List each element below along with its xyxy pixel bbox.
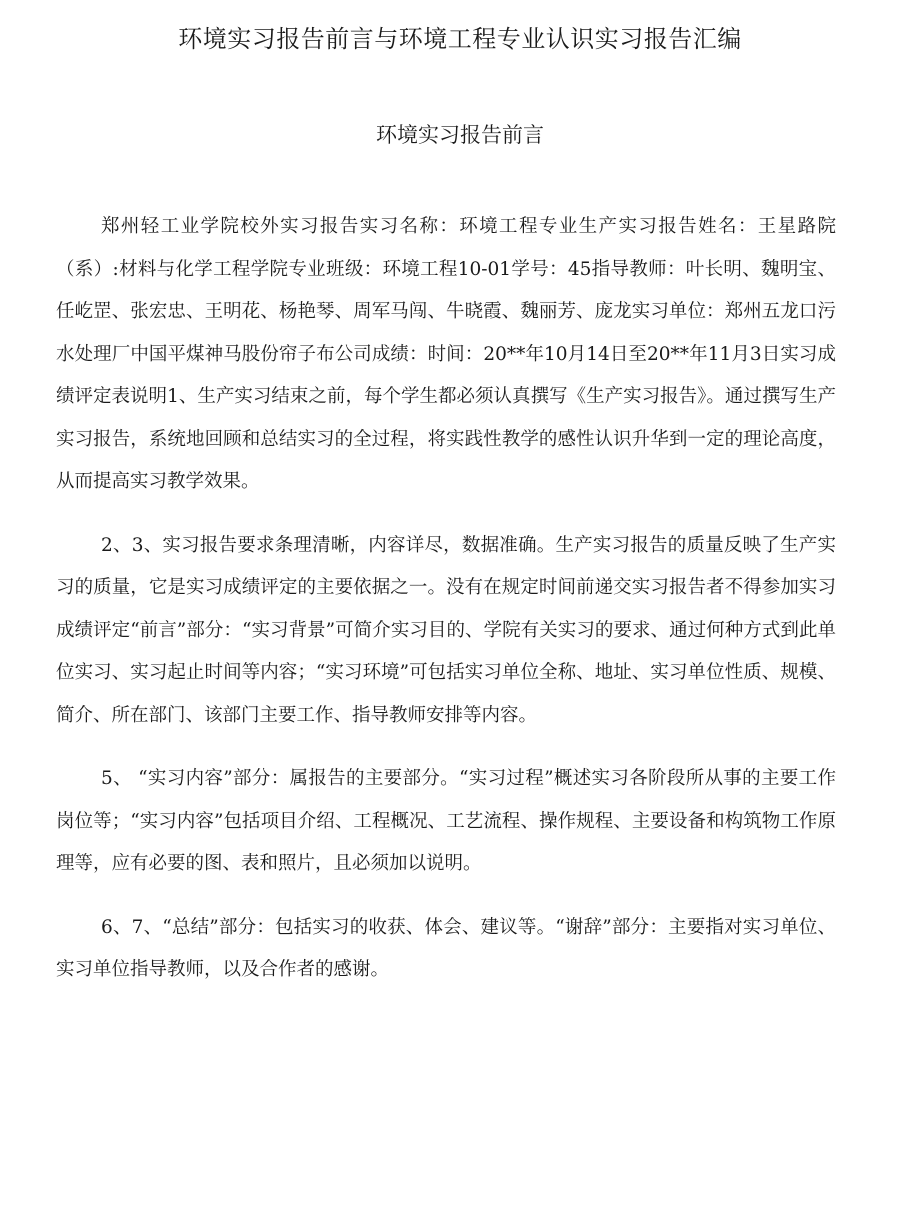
document-title: 环境实习报告前言与环境工程专业认识实习报告汇编 (178, 25, 742, 53)
section-title: 环境实习报告前言 (376, 123, 544, 147)
paragraph-4: 6、7、“总结”部分：包括实习的收获、体会、建议等。“谢辞”部分：主要指对实习单位、实习单位指导教师，以及合作者的感谢。 (56, 916, 836, 980)
paragraph-3: 5、 “实习内容”部分：属报告的主要部分。“实习过程”概述实习各阶段所从事的主要工作岗位等；“实习内容”包括项目介绍、工程概况、工艺流程、操作规程、主要设备和构筑物工作原理等，应有必要的图、表和照片，且必须加以说明。 (56, 768, 836, 874)
document-body (56, 206, 836, 992)
paragraph-2: 2、3、实习报告要求条理清晰，内容详尽，数据准确。生产实习报告的质量反映了生产实习的质量，它是实习成绩评定的主要依据之一。没有在规定时间前递交实习报告者不得参加实习成绩评定“前言”部分：“实习背景”可简介实习目的、学院有关实习的要求、通过何种方式到此单位实习、实习起止时间等内容；“实习环境”可包括实习单位全称、地址、实习单位性质、规模、简介、所在部门、该部门主要工作、指导教师安排等内容。 (56, 534, 836, 726)
paragraph-1: 郑州轻工业学院校外实习报告实习名称：环境工程专业生产实习报告姓名：王星路院（系）:材料与化学工程学院专业班级：环境工程10-01学号：45指导教师：叶长明、魏明宝、任屹罡、张宏忠、王明花、杨艳琴、周军马闯、牛晓霞、魏丽芳、庞龙实习单位：郑州五龙口污水处理厂中国平煤神马股份帘子布公司成绩：时间：20**年10月14日至20**年11月3日实习成绩评定表说明1、生产实习结束之前，每个学生都必须认真撰写《生产实习报告》。通过撰写生产实习报告，系统地回顾和总结实习的全过程，将实践性教学的感性认识升华到一定的理论高度，从而提高实习教学效果。 (56, 216, 836, 492)
